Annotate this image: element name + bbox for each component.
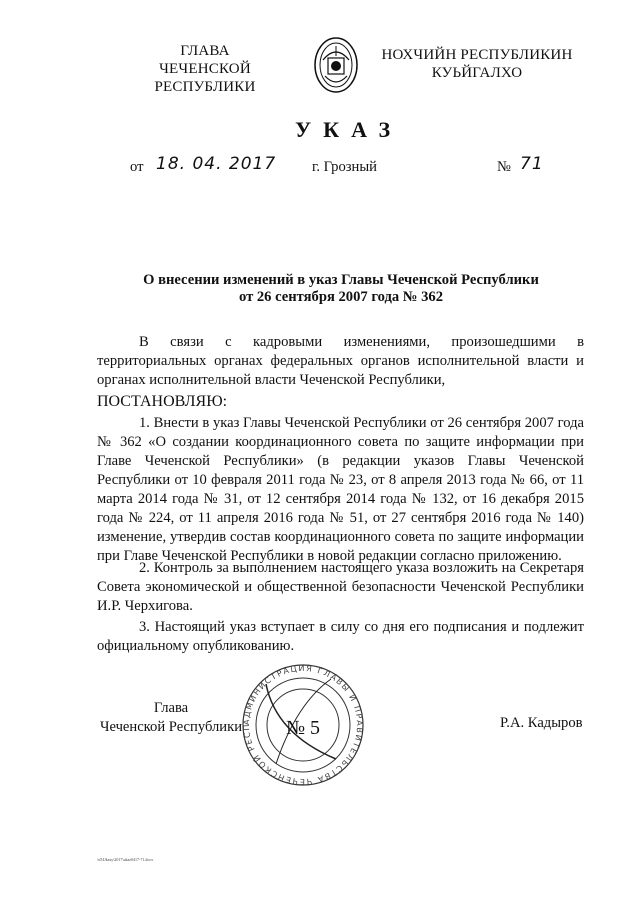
number-prefix: № <box>497 159 511 175</box>
decree-word: ПОСТАНОВЛЯЮ: <box>97 393 228 410</box>
coat-of-arms-icon <box>313 36 359 94</box>
item-2: 2. Контроль за выполнением настоящего указа возложить на Секретаря Совета экономической и общественной безопасности Чеченской Республики И.Р. Черхигова. <box>97 560 584 614</box>
header-right-line1: НОХЧИЙН РЕСПУБЛИКИН <box>381 47 573 63</box>
item-1: 1. Внести в указ Главы Чеченской Республики от 26 сентября 2007 года № 362 «О создании координационного совета по защите информации при Главе Чеченской Республики» (в редакции указов Главы Чеченской Республики от 10 февраля 2011 года № 23, от 8 апреля 2013 года № 66, от 11 марта 2014 года № 31, от 12 сентября 2014 года № 132, от 16 декабря 2015 года № 224, от 11 апреля 2016 года № 51, от 27 сентября 2016 года № 140) изменение, утвердив состав координационного совета по защите информации при Главе Чеченской Республики в новой редакции согласно приложению. <box>97 415 584 564</box>
stamp-ring-text: АДМИНИСТРАЦИЯ ГЛАВЫ И ПРАВИТЕЛЬСТВА ЧЕЧЕНСКОЙ РЕСП <box>241 664 365 786</box>
signature-position-line1: Глава <box>153 700 189 716</box>
subject-heading <box>120 272 562 306</box>
signature-position-line2: Чеченской Республики <box>99 719 243 735</box>
document-title: УКАЗ <box>295 117 403 142</box>
official-stamp <box>236 664 370 786</box>
stamp-number: № 5 <box>285 717 321 739</box>
header-right <box>372 46 582 82</box>
subject-line2: от 26 сентября 2007 года № 362 <box>238 289 444 305</box>
header-left <box>110 42 300 96</box>
city: г. Грозный <box>312 159 377 175</box>
signatory-name: Р.А. Кадыров <box>500 715 583 731</box>
signature-position <box>97 699 245 737</box>
subject-line1: О внесении изменений в указ Главы Чеченской Республики <box>143 272 539 288</box>
preamble: В связи с кадровыми изменениями, произошедшими в территориальных органах федеральных органов исполнительной власти и органах исполнительной власти Чеченской Республики, <box>97 334 584 388</box>
date-value: 18. 04. 2017 <box>156 154 277 174</box>
header-left-line2: ЧЕЧЕНСКОЙ РЕСПУБЛИКИ <box>154 61 256 95</box>
footer-code: \s0\Ukazy\2017\ukaz0417-71.docx <box>97 857 154 862</box>
date-prefix: от <box>130 159 144 175</box>
header-right-line2: КУЬЙГАЛХО <box>431 65 523 81</box>
item-3: 3. Настоящий указ вступает в силу со дня его подписания и подлежит официальному опубликованию. <box>97 619 584 654</box>
number-value: 71 <box>520 154 544 174</box>
header-left-line1: ГЛАВА <box>180 43 230 59</box>
